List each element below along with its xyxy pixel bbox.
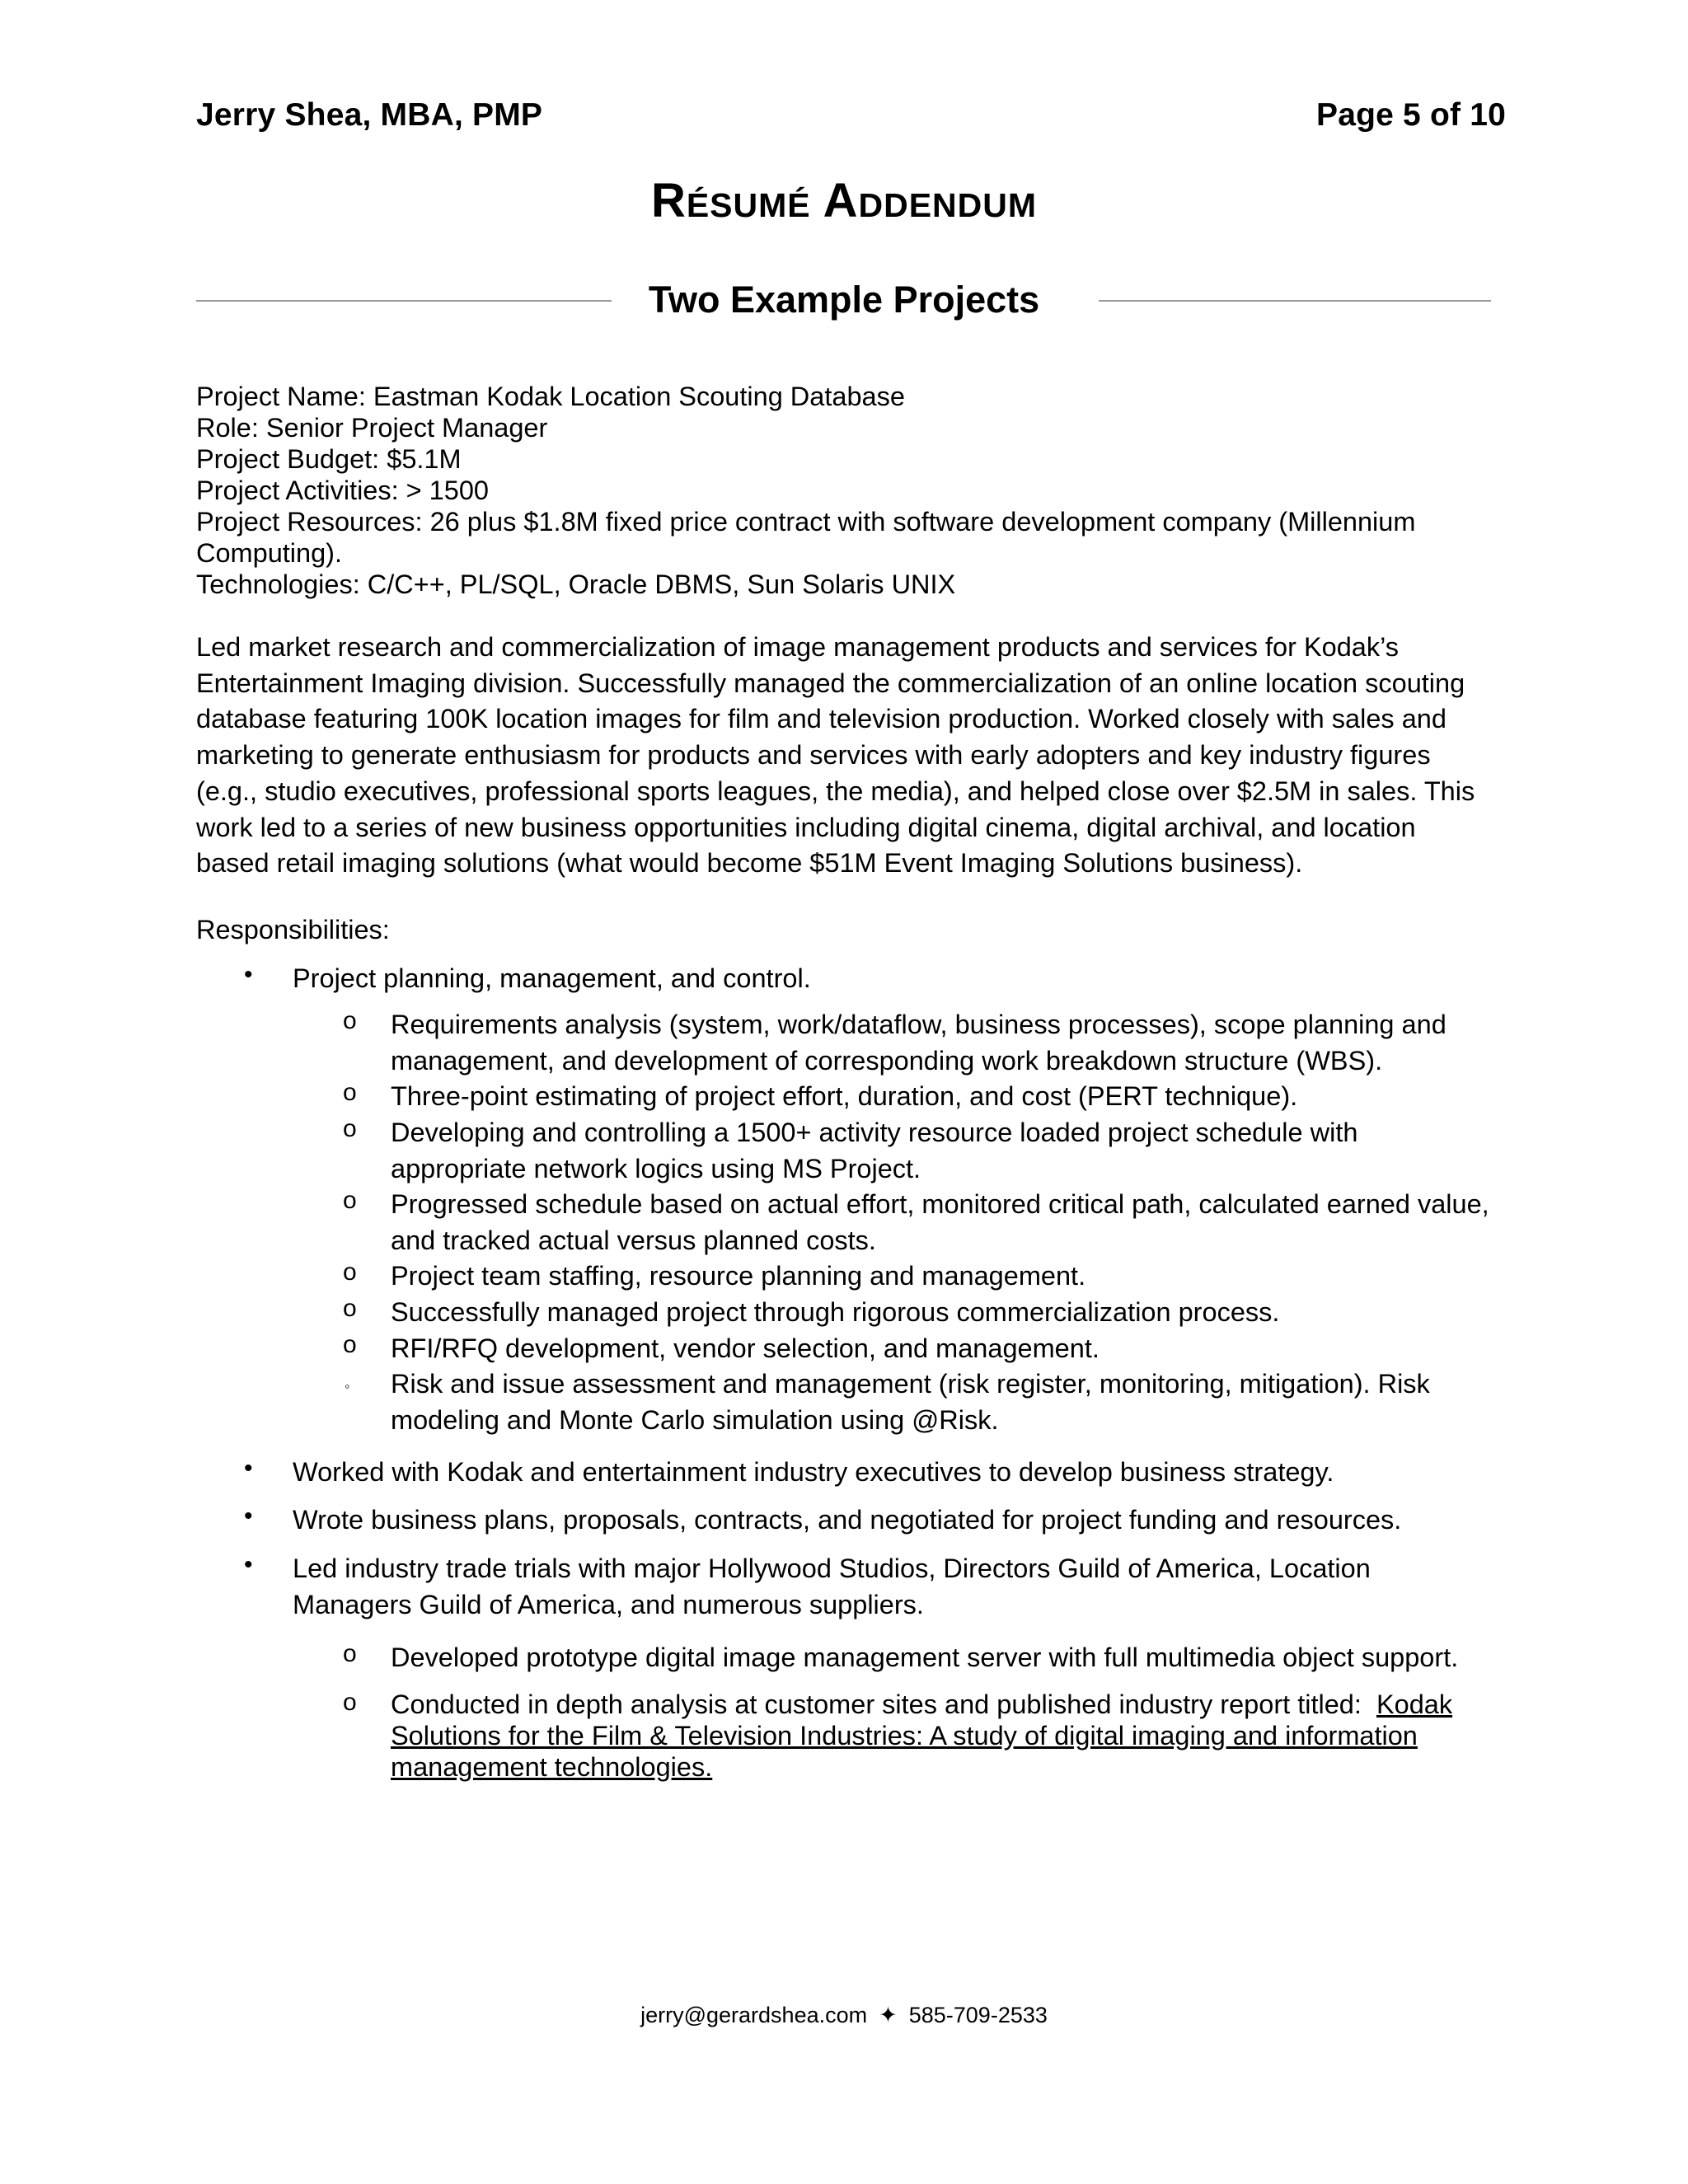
sub-item-text: appropriate network logics using MS Project. [391, 1153, 921, 1183]
project-budget: Project Budget: $5.1M [196, 444, 462, 474]
bullet-icon: • [244, 1455, 253, 1482]
sub-bullet-icon: o [343, 1331, 357, 1358]
sub-item-text: Project team staffing, resource planning and management. [391, 1261, 1086, 1291]
summary-line: Led market research and commercialization of image management products and services for Kodak’s [196, 632, 1400, 662]
footer-phone: 585-709-2533 [908, 2003, 1048, 2027]
sub-item-text [391, 1689, 1452, 1720]
sub-item [391, 1187, 1489, 1258]
header-name: Jerry Shea, MBA, PMP [196, 97, 543, 133]
project-summary [196, 630, 1515, 882]
section-rule-right [1099, 300, 1491, 302]
bullet-icon: • [244, 1502, 253, 1530]
responsibility-text: Worked with Kodak and entertainment industry executives to develop business strategy. [293, 1457, 1334, 1487]
project-details [196, 381, 1515, 600]
sub-bullet-icon: o [343, 1007, 357, 1034]
report-title-link: Solutions for the Film & Television Industries: A study of digital imaging and information [391, 1721, 1418, 1750]
sub-bullet-icon: o [343, 1640, 357, 1667]
responsibility-item [293, 961, 811, 997]
sub-item [391, 1258, 1085, 1295]
sub-item [391, 1115, 1357, 1187]
summary-line: database featuring 100K location images for film and television production. Worked closely with sales and [196, 704, 1447, 734]
footer-email: jerry@gerardshea.com [640, 2003, 868, 2027]
sub-item [391, 1640, 1458, 1676]
sub-item-text: Risk and issue assessment and management (risk register, monitoring, mitigation). Risk [391, 1369, 1430, 1399]
sub-item-text: management, and development of corresponding work breakdown structure (WBS). [391, 1045, 1383, 1076]
sub-item-text: modeling and Monte Carlo simulation using @Risk. [391, 1404, 999, 1435]
responsibility-item [293, 1551, 1371, 1623]
sub-item [391, 1366, 1430, 1438]
report-title-link: Kodak [1376, 1690, 1453, 1719]
sub-bullet-icon: o [343, 1295, 357, 1322]
summary-line: work led to a series of new business opportunities including digital cinema, digital archival, and location [196, 812, 1416, 842]
sub-item-text: and tracked actual versus planned costs. [391, 1225, 876, 1255]
sub-item-prefix: Conducted in depth analysis at customer sites and published industry report titled: [391, 1690, 1376, 1719]
sub-item [391, 1295, 1279, 1331]
summary-line: Entertainment Imaging division. Successfully managed the commercialization of an online location scouting [196, 668, 1465, 698]
project-resources-line-1: Project Resources: 26 plus $1.8M fixed price contract with software development company (Millennium [196, 507, 1416, 537]
section-title: Two Example Projects [648, 279, 1040, 321]
sub-item [391, 1079, 1297, 1115]
bullet-icon: • [244, 1551, 253, 1578]
sub-bullet-icon: o [343, 1258, 357, 1286]
sub-item-text: RFI/RFQ development, vendor selection, and management. [391, 1333, 1100, 1363]
project-role: Role: Senior Project Manager [196, 413, 548, 443]
sub-item [391, 1007, 1447, 1079]
responsibility-text: Project planning, management, and control. [293, 963, 811, 993]
separator-icon: ✦ [879, 2003, 898, 2027]
sub-bullet-icon: o [343, 1079, 357, 1106]
project-technologies: Technologies: C/C++, PL/SQL, Oracle DBMS, Sun Solaris UNIX [196, 569, 956, 599]
responsibility-text: Led industry trade trials with major Hollywood Studios, Directors Guild of America, Location [293, 1554, 1371, 1583]
project-name: Project Name: Eastman Kodak Location Scouting Database [196, 382, 905, 411]
sub-bullet-icon: o [343, 1115, 357, 1142]
sub-bullet-icon: o [343, 1187, 357, 1214]
responsibilities-label: Responsibilities: [196, 915, 390, 944]
sub-item-text: Developed prototype digital image management server with full multimedia object support. [391, 1643, 1459, 1672]
summary-line: based retail imaging solutions (what would become $51M Event Imaging Solutions business). [196, 848, 1303, 879]
sub-item-text: Three-point estimating of project effort, duration, and cost (PERT technique). [391, 1081, 1298, 1111]
page-title: Résumé Addendum [650, 174, 1038, 227]
sub-item-text: Developing and controlling a 1500+ activity resource loaded project schedule with [391, 1118, 1358, 1147]
header-page-number: Page 5 of 10 [1315, 97, 1506, 133]
project-resources-line-2: Computing). [196, 538, 343, 568]
summary-line: marketing to generate enthusiasm for products and services with early adopters and key industry figures [196, 740, 1431, 771]
responsibility-text: Managers Guild of America, and numerous suppliers. [293, 1589, 924, 1619]
sub-item-text: Progressed schedule based on actual effort, monitored critical path, calculated earned value, [391, 1189, 1489, 1219]
sub-item-text: Requirements analysis (system, work/dataflow, business processes), scope planning and [391, 1010, 1447, 1039]
responsibility-item [293, 1502, 1401, 1539]
responsibility-item [293, 1455, 1334, 1491]
sub-bullet-icon: o [343, 1689, 357, 1716]
bullet-icon: • [244, 961, 253, 988]
sub-item [391, 1331, 1100, 1367]
sub-item [391, 1689, 1452, 1783]
report-title-link: management technologies. [391, 1752, 713, 1782]
sub-bullet-icon: ◦ [345, 1378, 350, 1394]
footer-contact [0, 2003, 1688, 2028]
responsibility-text: Wrote business plans, proposals, contracts, and negotiated for project funding and resources. [293, 1505, 1402, 1535]
project-activities: Project Activities: > 1500 [196, 476, 489, 505]
summary-line: (e.g., studio executives, professional sports leagues, the media), and helped close over $2.5M in sales. This [196, 776, 1475, 806]
sub-item-text: Successfully managed project through rigorous commercialization process. [391, 1297, 1280, 1327]
